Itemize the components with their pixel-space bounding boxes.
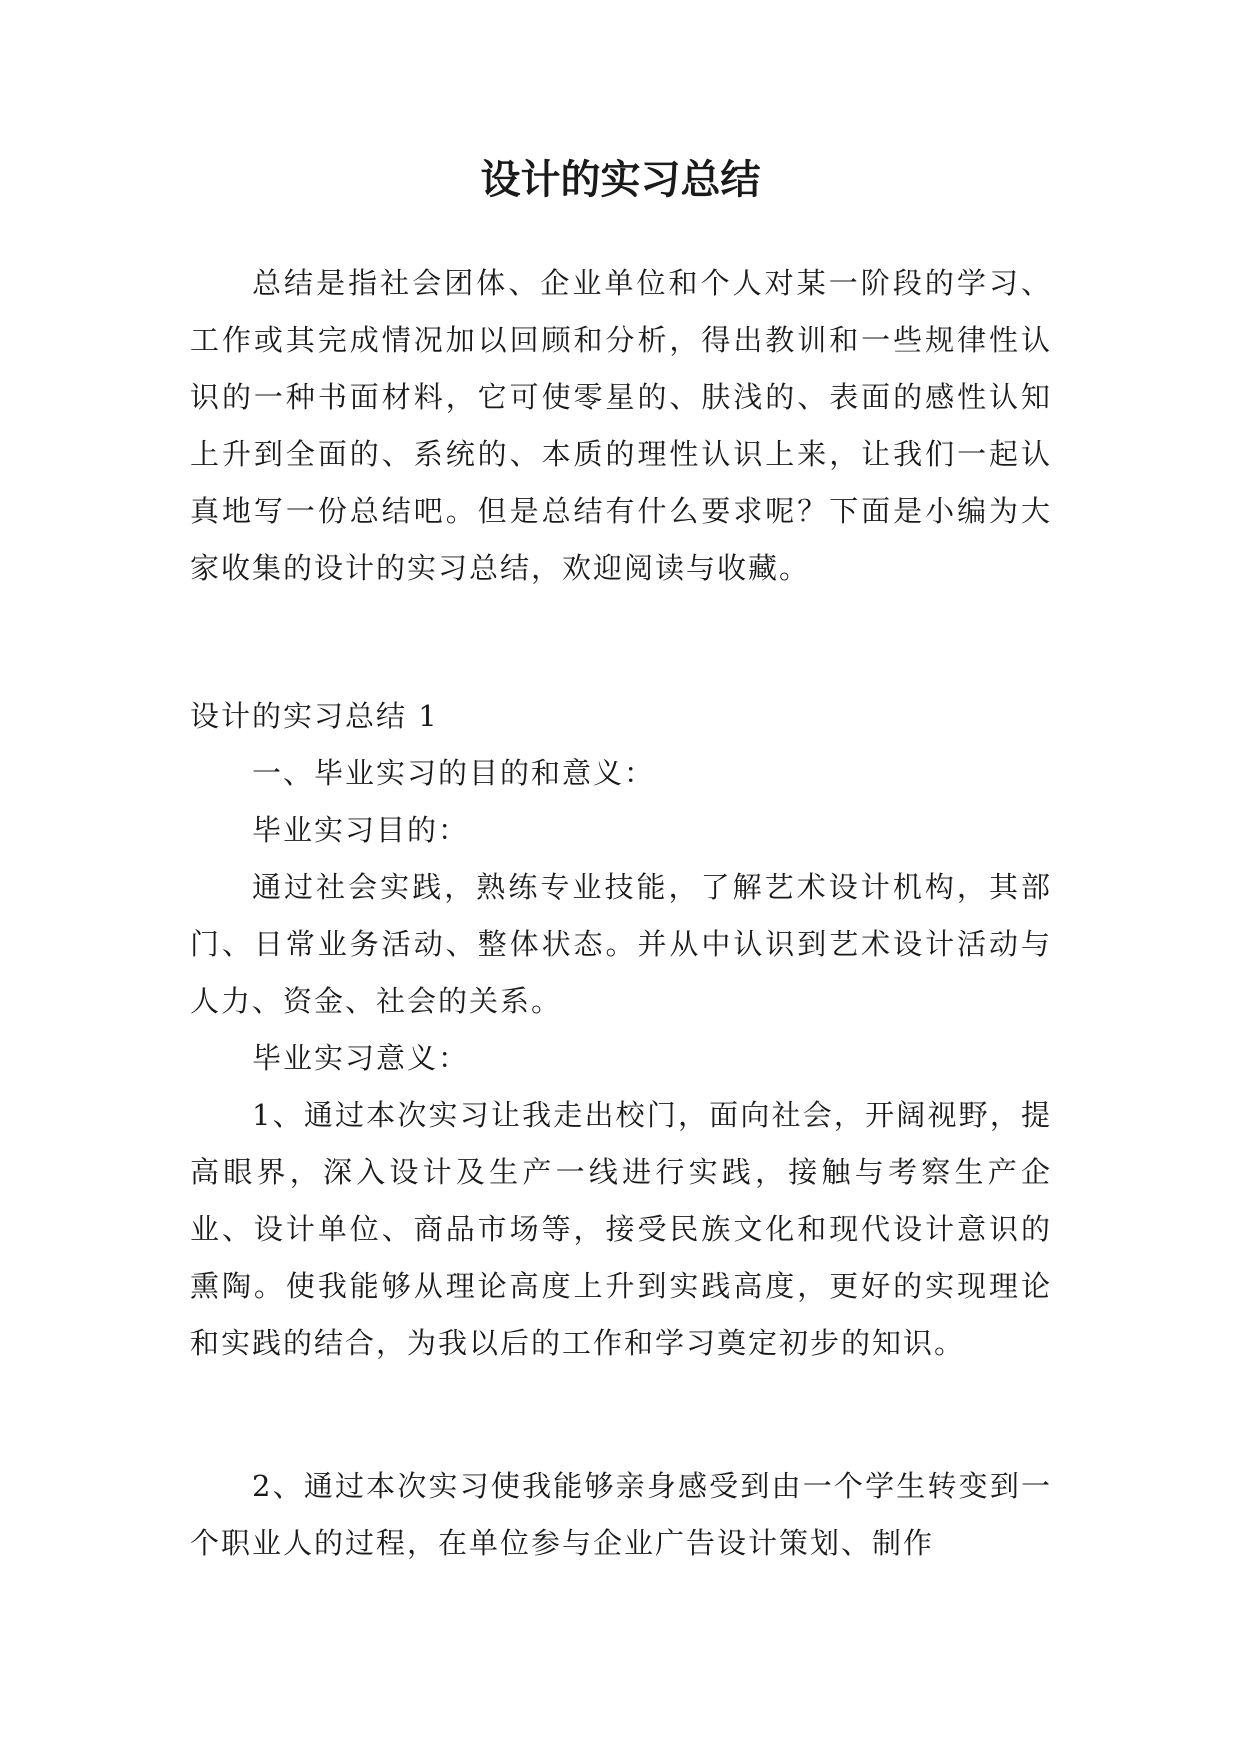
intro-paragraph: 总结是指社会团体、企业单位和个人对某一阶段的学习、工作或其完成情况加以回顾和分析，得出教训和一些规律性认识的一种书面材料，它可使零星的、肤浅的、表面的感性认知上升到全面的、系统的、本质的理性认识上来，让我们一起认真地写一份总结吧。但是总结有什么要求呢？下面是小编为大家收集的设计的实习总结，欢迎阅读与收藏。 [190,266,1052,585]
document-title: 设计的实习总结 [480,157,761,203]
purpose-label: 毕业实习目的： [252,813,470,847]
purpose-paragraph: 通过社会实践，熟练专业技能，了解艺术设计机构，其部门、日常业务活动、整体状态。并从中认识到艺术设计活动与人力、资金、社会的关系。 [190,870,1052,1018]
section-heading: 设计的实习总结 1 [190,699,439,733]
meaning-point-1: 1、通过本次实习让我走出校门，面向社会，开阔视野，提高眼界，深入设计及生产一线进行实践，接触与考察生产企业、设计单位、商品市场等，接受民族文化和现代设计意识的熏陶。使我能够从理论高度上升到实践高度，更好的实现理论和实践的结合，为我以后的工作和学习奠定初步的知识。 [190,1098,1052,1360]
subheading-purpose-meaning: 一、毕业实习的目的和意义： [252,756,656,790]
meaning-point-2: 2、通过本次实习使我能够亲身感受到由一个学生转变到一个职业人的过程，在单位参与企业广告设计策划、制作 [190,1469,1052,1560]
meaning-label: 毕业实习意义： [252,1041,470,1075]
